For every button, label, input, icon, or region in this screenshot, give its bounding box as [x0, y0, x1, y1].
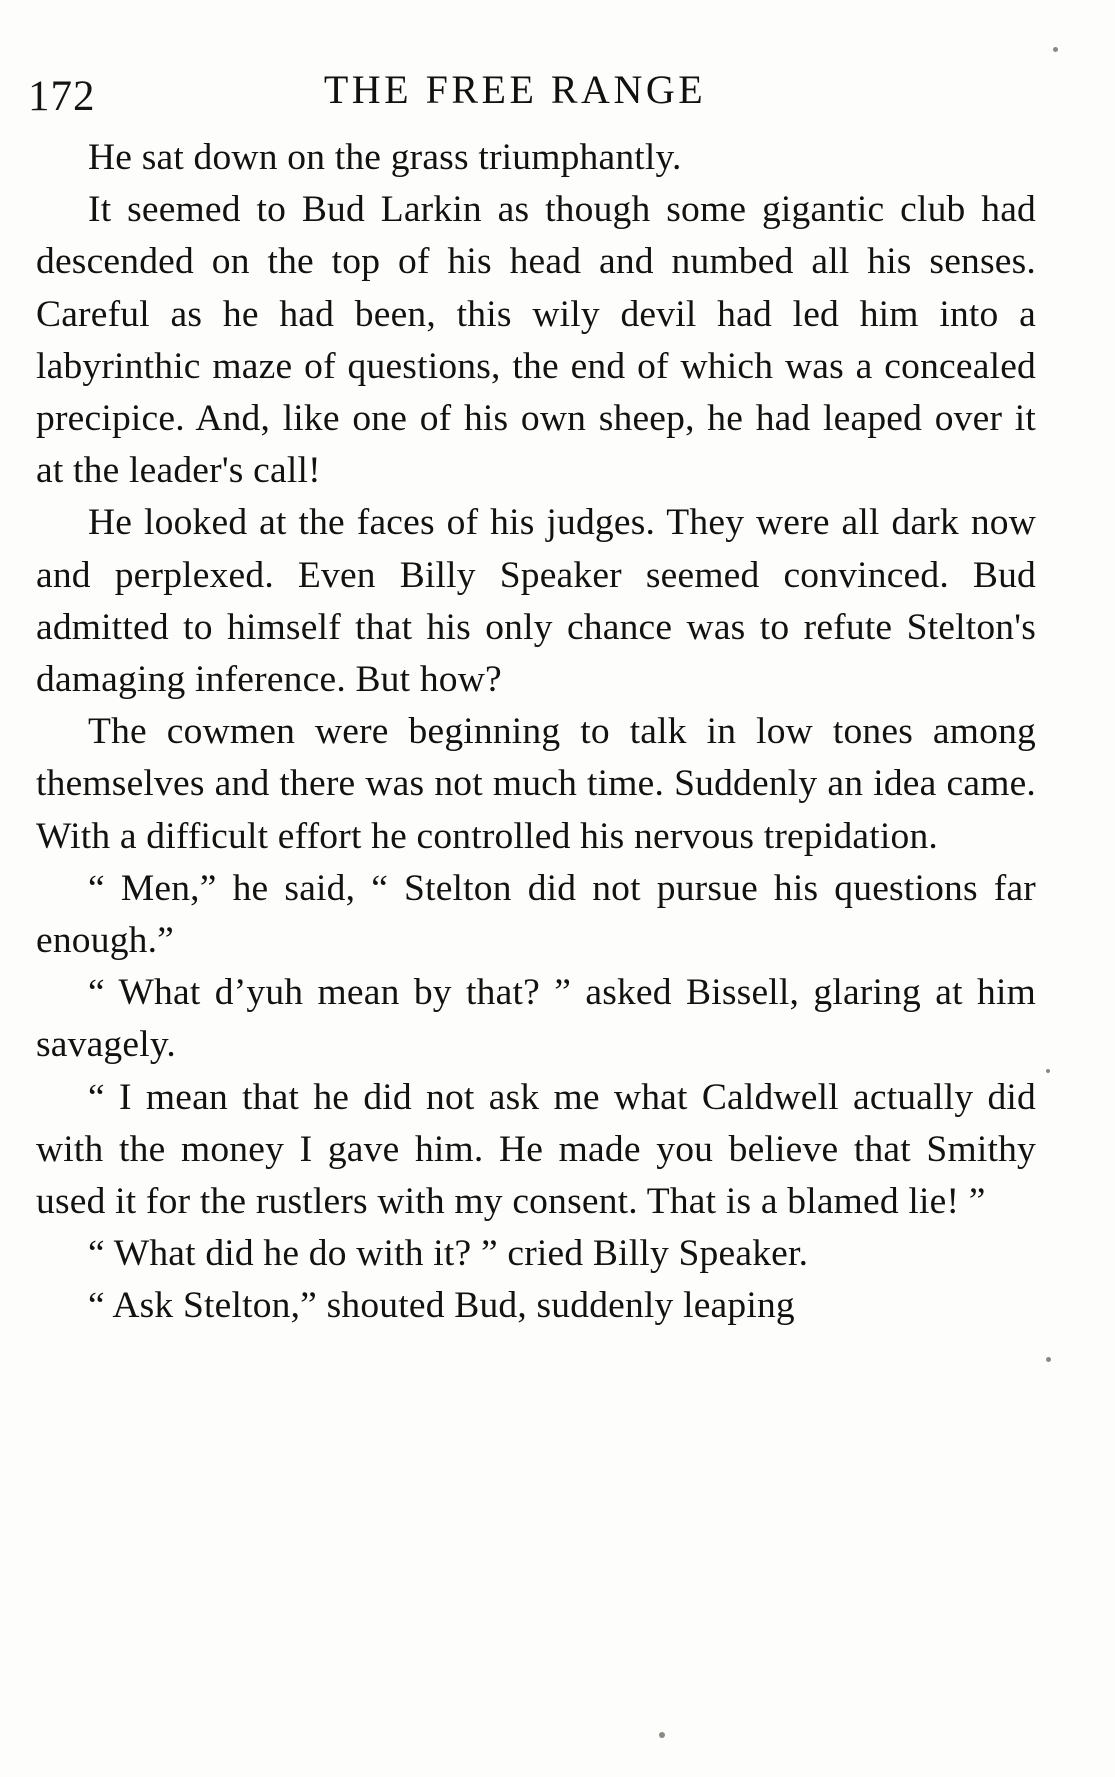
paper-speck: [659, 1732, 665, 1738]
page-body: [36, 132, 1036, 1333]
paragraph: “ What d’yuh mean by that? ” asked Bissell, glaring at him savagely.: [36, 972, 1036, 1066]
paragraph: The cowmen were beginning to talk in low tones among themselves and there was not much time. Suddenly an idea came. With a difficult effort he controlled his nervous trepidation.: [36, 711, 1036, 857]
paper-speck: [1046, 1069, 1050, 1073]
paragraph: He looked at the faces of his judges. They were all dark now and perplexed. Even Billy Speaker seemed convinced. Bud admitted to himself that his only chance was to refute Stelton's damaging inference. But how?: [36, 502, 1036, 701]
paragraph: “ Men,” he said, “ Stelton did not pursue his questions far enough.”: [36, 867, 1036, 962]
paragraph: “ Ask Stelton,” shouted Bud, suddenly leaping: [88, 1285, 795, 1327]
paragraph: “ What did he do with it? ” cried Billy Speaker.: [88, 1233, 809, 1275]
page-number: 172: [28, 73, 96, 120]
paper-speck: [1053, 47, 1058, 52]
running-head-title: THE FREE RANGE: [323, 67, 707, 112]
page-header: [0, 38, 1115, 120]
paragraph: It seemed to Bud Larkin as though some gigantic club had descended on the top of his head and numbed all his senses. Careful as he had been, this wily devil had led him into a labyrinthic maze of questions, the end of which was a concealed precipice. And, like one of his own sheep, he had leaped over it at the leader's call!: [36, 189, 1036, 492]
paragraph: He sat down on the grass triumphantly.: [88, 137, 682, 178]
paper-speck: [1046, 1357, 1051, 1362]
paragraph: “ I mean that he did not ask me what Caldwell actually did with the money I gave him. He made you believe that Smithy used it for the rustlers with my consent. That is a blamed lie! ”: [36, 1076, 1036, 1223]
